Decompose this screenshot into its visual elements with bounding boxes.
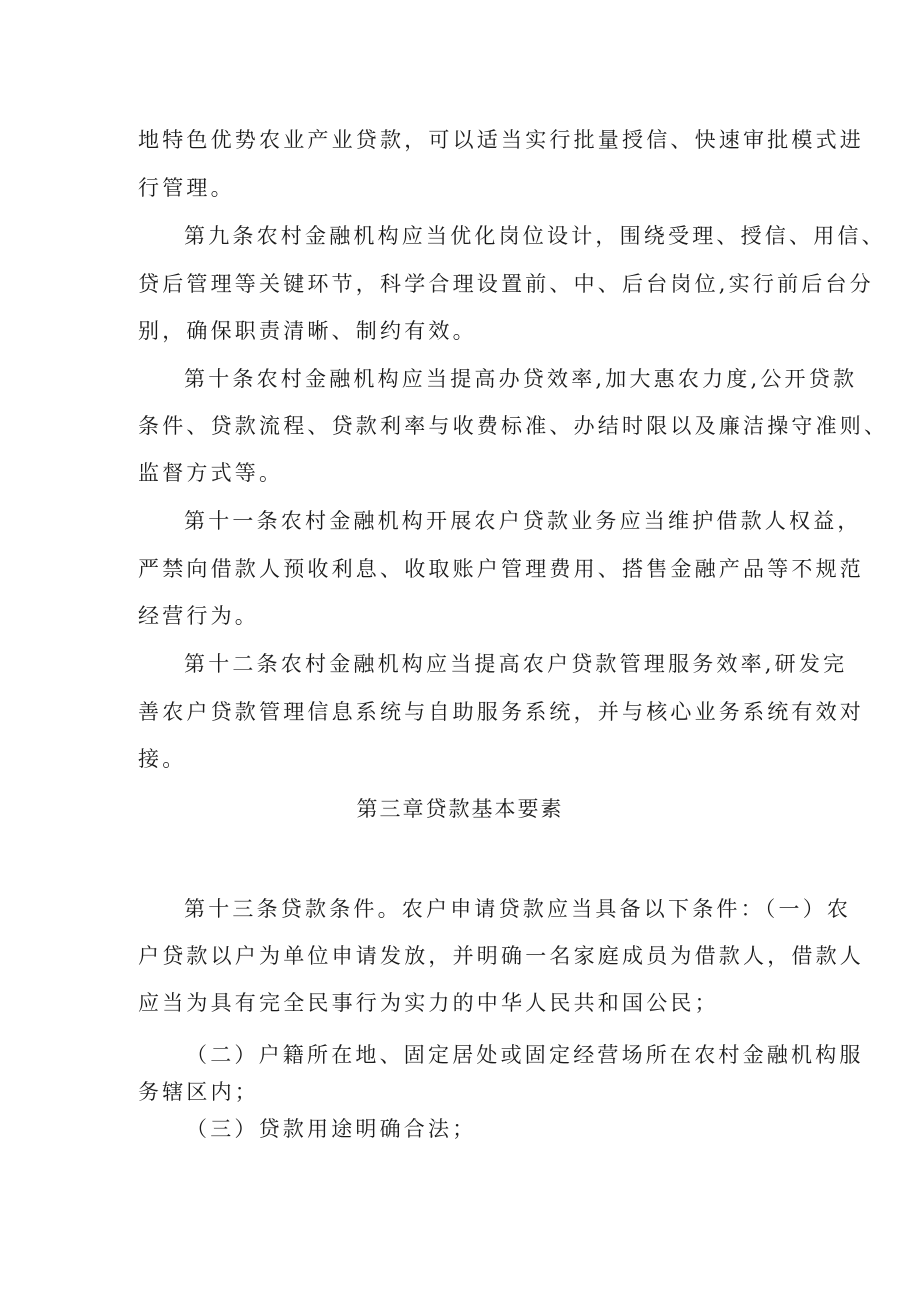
text-line: 应当为具有完全民事行为实力的中华人民共和国公民；	[138, 991, 719, 1015]
text-line: 严禁向借款人预收利息、收取账户管理费用、搭售金融产品等不规范	[138, 557, 864, 581]
article-13-start: 第十三条贷款条件。农户申请贷款应当具备以下条件：（一）农	[184, 897, 852, 921]
condition-item-3: （三）贷款用途明确合法；	[186, 1117, 477, 1141]
text-line: 接。	[138, 747, 187, 771]
text-line: 地特色优势农业产业贷款，可以适当实行批量授信、快速审批模式进	[138, 128, 864, 152]
text-line: 户贷款以户为单位申请发放，并明确一名家庭成员为借款人，借款人	[138, 944, 864, 968]
text-line: 贷后管理等关键环节，科学合理设置前、中、后台岗位,实行前后台分	[138, 272, 874, 296]
article-11-start: 第十一条农村金融机构开展农户贷款业务应当维护借款人权益，	[184, 509, 862, 533]
text-line: 条件、贷款流程、贷款利率与收费标准、办结时限以及廉洁操守准则、	[138, 414, 889, 438]
article-9-start: 第九条农村金融机构应当优化岗位设计，围绕受理、授信、用信、	[184, 224, 886, 248]
condition-item-2: （二）户籍所在地、固定居处或固定经营场所在农村金融机构服	[186, 1043, 864, 1067]
text-line: 务辖区内；	[138, 1080, 259, 1104]
text-line: 经营行为。	[138, 604, 259, 628]
text-line: 别，确保职责清晰、制约有效。	[138, 319, 477, 343]
chapter-heading: 第三章贷款基本要素	[356, 797, 564, 821]
article-12-start: 第十二条农村金融机构应当提高农户贷款管理服务效率,研发完	[184, 652, 848, 676]
text-line: 善农户贷款管理信息系统与自助服务系统，并与核心业务系统有效对	[138, 700, 864, 724]
text-line: 行管理。	[138, 176, 235, 200]
text-line: 监督方式等。	[138, 461, 284, 485]
article-10-start: 第十条农村金融机构应当提高办贷效率,加大惠农力度,公开贷款	[184, 367, 858, 391]
